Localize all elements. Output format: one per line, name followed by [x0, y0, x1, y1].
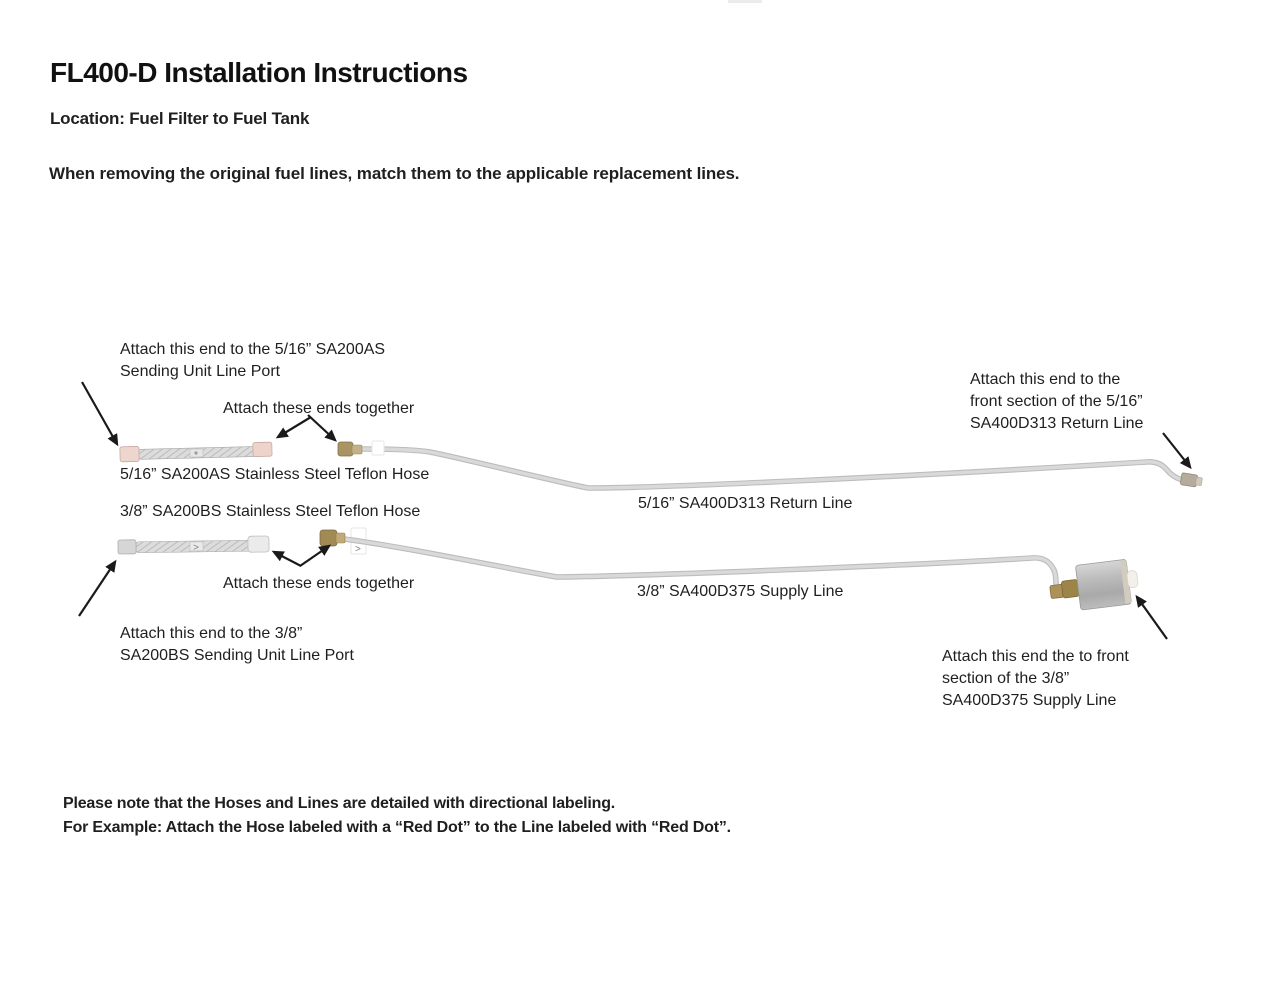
return-line-tag: [372, 441, 384, 455]
annotation-line: section of the 3/8”: [942, 670, 1070, 687]
annotation-hose-38-front: [120, 623, 354, 667]
annotation-hose-516-front: [120, 339, 385, 383]
arrow-to-hose-38-left-end: [79, 562, 115, 616]
annotation-line: Attach this end to the 3/8”: [120, 625, 303, 642]
return-line-front-fitting: [338, 442, 362, 456]
location-line: Location: Fuel Filter to Fuel Tank: [50, 109, 310, 128]
hose-516-sa200as: [120, 442, 272, 462]
annotation-supply-line-rear: [942, 646, 1129, 712]
intro-instruction: When removing the original fuel lines, match them to the applicable replacement lines.: [49, 164, 740, 183]
hose-38-sa200bs: [118, 536, 269, 555]
arrow-to-supply-line-front-fitting: [300, 546, 329, 566]
annotation-line: Attach this end to the 5/16” SA200AS: [120, 341, 386, 358]
note-line-2: For Example: Attach the Hose labeled with a “Red Dot” to the Line labeled with “Red Dot”.: [63, 819, 731, 836]
return-line-tube: [361, 449, 1182, 488]
annotation-line: SA200BS Sending Unit Line Port: [120, 647, 354, 664]
supply-line-front-fitting: [320, 530, 345, 546]
arrow-to-fuel-filter: [1137, 597, 1167, 639]
label-hose-38: 3/8” SA200BS Stainless Steel Teflon Hose: [120, 503, 421, 520]
annotation-line: Attach this end the to front: [942, 648, 1129, 665]
annotation-line: Attach this end to the: [970, 371, 1121, 388]
supply-tag-direction-mark: >: [355, 544, 361, 555]
label-return-line: 5/16” SA400D313 Return Line: [638, 495, 853, 512]
annotation-return-line-rear: [970, 369, 1143, 435]
arrow-to-hose-38-right-end: [274, 552, 301, 566]
note-line-1: Please note that the Hoses and Lines are detailed with directional labeling.: [63, 795, 616, 812]
annotation-line: SA400D313 Return Line: [970, 415, 1144, 432]
annotation-line: SA400D375 Supply Line: [942, 692, 1117, 709]
annotation-attach-together-bottom: Attach these ends together: [223, 575, 415, 592]
annotation-line: front section of the 5/16”: [970, 393, 1143, 410]
return-line-rear-fitting: [1180, 473, 1203, 488]
footer-note: [63, 792, 731, 840]
arrow-to-return-line-rear-end: [1163, 433, 1190, 467]
arrow-to-hose-516-right-end: [278, 417, 311, 437]
annotation-attach-together-top: Attach these ends together: [223, 400, 415, 417]
hose-38-direction-mark: >: [192, 542, 199, 554]
annotation-line: Sending Unit Line Port: [120, 363, 281, 380]
label-supply-line: 3/8” SA400D375 Supply Line: [637, 583, 844, 600]
label-hose-516: 5/16” SA200AS Stainless Steel Teflon Hose: [120, 466, 430, 483]
fuel-filter: [1048, 558, 1141, 613]
page-title: FL400-D Installation Instructions: [50, 57, 468, 88]
arrow-to-hose-516-left-end: [82, 382, 117, 444]
